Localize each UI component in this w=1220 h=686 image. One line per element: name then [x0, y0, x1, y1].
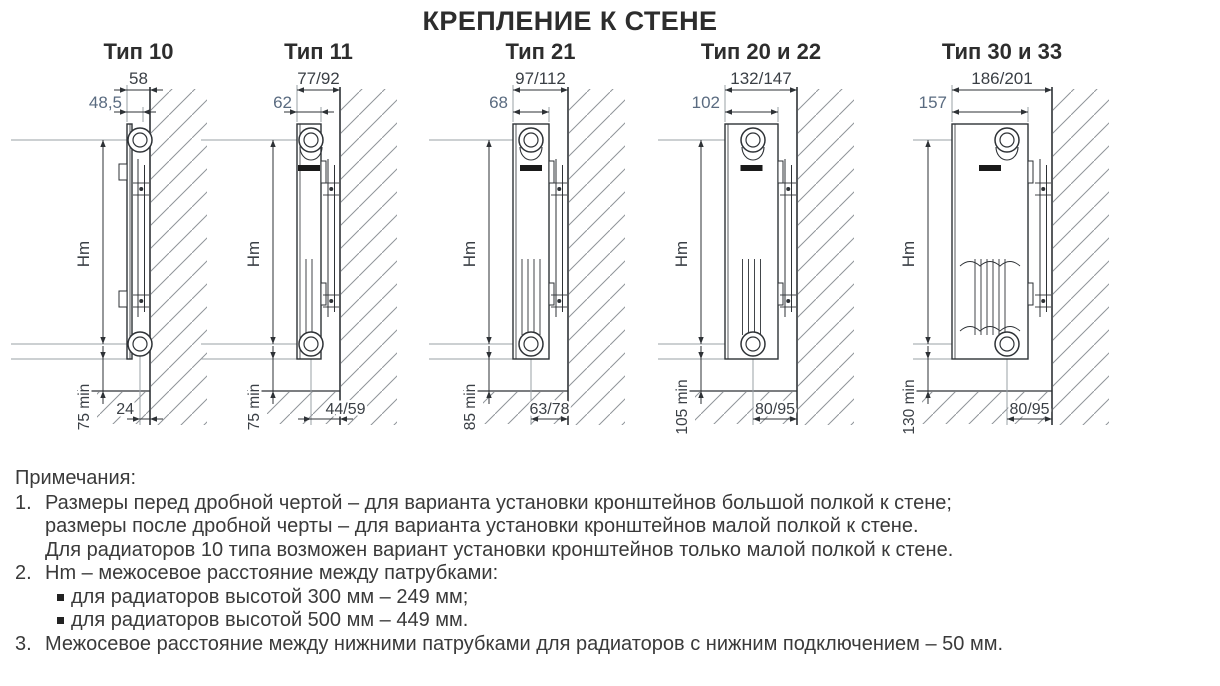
note-bullet-text: для радиаторов высотой 500 мм – 449 мм. — [71, 609, 469, 631]
dimension-arrow — [333, 87, 340, 92]
top-pipe-connection — [995, 128, 1019, 152]
dimension-arrow — [143, 109, 150, 114]
dimension-arrow — [1045, 87, 1052, 92]
diagram-title-tip-21: Тип 21 — [505, 39, 576, 64]
diagram-cell-tip-30-33 — [887, 39, 1117, 463]
dimension-arrow — [698, 337, 703, 344]
radiator-panel — [127, 124, 132, 359]
bracket-clip — [549, 283, 554, 305]
note-line: размеры после дробной черты – для варианта установки кронштейнов малой полкой к стене. — [45, 515, 919, 537]
note-line: Для радиаторов 10 типа возможен вариант установки кронштейнов только малой полкой к стене. — [45, 538, 954, 561]
dimension-arrow — [486, 337, 491, 344]
dimension-arrow — [486, 140, 491, 147]
diagram-cell-tip-20-22 — [632, 39, 862, 463]
offset-width-label: 102 — [691, 93, 720, 112]
bracket-screw-dot — [139, 299, 143, 303]
wall-hatching — [798, 89, 854, 425]
top-pipe-connection — [741, 128, 765, 152]
dimension-arrow — [925, 337, 930, 344]
hm-label: Hm — [899, 240, 918, 268]
dimension-arrow — [925, 140, 930, 147]
note-number: 1. — [15, 491, 32, 514]
floor-clearance-label: 130 min — [901, 379, 918, 435]
diagram-cell-tip-21 — [403, 39, 633, 463]
bracket-clip — [778, 283, 783, 305]
dimension-arrow — [725, 109, 732, 114]
brand-logo-mark — [298, 165, 320, 171]
dimension-arrow — [725, 87, 732, 92]
diagram-title-tip-30-33: Тип 30 и 33 — [941, 39, 1063, 64]
radiator-panel — [952, 124, 1028, 359]
radiator-panel — [513, 124, 549, 359]
note-item-1 — [15, 492, 1210, 563]
bottom-offset-label: 80/95 — [754, 401, 796, 418]
front-clip — [119, 164, 127, 180]
diagram-title-tip-11: Тип 11 — [284, 39, 353, 64]
floor-clearance-label: 85 min — [462, 383, 479, 431]
dimension-arrow — [561, 87, 568, 92]
note-bullet-text: для радиаторов высотой 300 мм – 249 мм; — [71, 585, 469, 608]
dimension-arrow — [952, 87, 959, 92]
bottom-offset-label: 44/59 — [325, 401, 366, 418]
notes-heading: Примечания: — [15, 467, 137, 489]
hm-label: Hm — [74, 240, 93, 268]
note-line: Размеры перед дробной чертой – для варианта установки кронштейнов большой полкой к стене; — [45, 491, 952, 514]
floor-clearance-label: 75 min — [246, 383, 263, 431]
note-sub-bullet — [45, 586, 1210, 610]
diagram-drawing-tip-30-33 — [887, 69, 1117, 459]
floor-clearance-label: 105 min — [674, 379, 691, 435]
diagrams-row — [0, 39, 1220, 463]
brand-logo-mark — [741, 165, 763, 171]
dimension-arrow — [542, 109, 549, 114]
note-number: 2. — [15, 562, 32, 584]
bottom-offset-label: 24 — [116, 401, 134, 418]
note-line: Межосевое расстояние между нижними патрубками для радиаторов с нижним подключением – 50 мм. — [45, 632, 1004, 655]
dimension-arrow — [925, 352, 930, 359]
diagram-drawing-tip-11 — [175, 69, 405, 459]
bullet-square-icon — [57, 617, 64, 624]
dimension-arrow — [952, 109, 959, 114]
bracket-screw-dot — [786, 299, 790, 303]
dimension-arrow — [100, 352, 105, 359]
dimension-arrow — [100, 140, 105, 147]
bottom-pipe-connection — [299, 332, 323, 356]
notes-section — [0, 463, 1220, 656]
dimension-arrow — [1021, 109, 1028, 114]
bottom-pipe-connection — [741, 332, 765, 356]
diagram-cell-tip-11 — [175, 39, 405, 463]
dimension-arrow — [486, 352, 491, 359]
bullet-square-icon — [57, 594, 64, 601]
hm-label: Hm — [672, 240, 691, 268]
bracket-screw-dot — [329, 187, 333, 191]
bottom-pipe-connection — [519, 332, 543, 356]
note-sub-bullet — [45, 609, 1210, 633]
brand-logo-mark — [979, 165, 1001, 171]
offset-width-label: 157 — [918, 93, 947, 112]
bracket-screw-dot — [557, 187, 561, 191]
note-text — [45, 562, 1210, 633]
offset-width-label: 48,5 — [88, 93, 122, 112]
dimension-arrow — [790, 87, 797, 92]
dimension-arrow — [321, 109, 328, 114]
top-pipe-connection — [299, 128, 323, 152]
dimension-arrow — [513, 109, 520, 114]
dimension-arrow — [100, 337, 105, 344]
diagram-drawing-tip-20-22 — [632, 69, 862, 459]
bracket-clip — [778, 161, 783, 183]
bracket-screw-dot — [1041, 187, 1045, 191]
note-text — [45, 633, 1210, 657]
bracket-clip — [1028, 161, 1033, 183]
dimension-arrow — [698, 140, 703, 147]
page-title: КРЕПЛЕНИЕ К СТЕНЕ — [422, 6, 718, 36]
dimension-arrow — [297, 87, 304, 92]
offset-width-label: 62 — [273, 93, 292, 112]
wall-hatching — [341, 89, 397, 425]
bracket-screw-dot — [786, 187, 790, 191]
diagram-title-tip-20-22: Тип 20 и 22 — [700, 39, 822, 64]
front-clip — [119, 291, 127, 307]
dimension-arrow — [270, 352, 275, 359]
diagram-title-tip-10: Тип 10 — [103, 39, 174, 64]
bottom-pipe-connection — [128, 332, 152, 356]
top-width-label: 186/201 — [971, 69, 1033, 88]
offset-width-label: 68 — [489, 93, 508, 112]
top-width-label: 58 — [129, 69, 148, 88]
diagram-drawing-tip-21 — [403, 69, 633, 459]
radiator-panel — [725, 124, 778, 359]
note-line: Hm – межосевое расстояние между патрубками: — [45, 562, 499, 584]
hm-label: Hm — [244, 240, 263, 268]
top-pipe-connection — [128, 128, 152, 152]
notes-list — [15, 492, 1210, 657]
hm-label: Hm — [460, 240, 479, 268]
dimension-arrow — [513, 87, 520, 92]
note-number: 3. — [15, 632, 32, 655]
top-width-label: 97/112 — [515, 69, 566, 88]
top-width-label: 132/147 — [730, 69, 792, 88]
bottom-offset-label: 80/95 — [1009, 401, 1050, 418]
bracket-screw-dot — [1041, 299, 1045, 303]
note-text — [45, 492, 1210, 563]
wall-hatching — [1053, 89, 1109, 425]
top-pipe-connection — [519, 128, 543, 152]
floor-clearance-label: 75 min — [76, 383, 93, 431]
bracket-screw-dot — [139, 187, 143, 191]
bottom-offset-label: 63/78 — [529, 401, 570, 418]
bracket-clip — [1028, 283, 1033, 305]
bracket-screw-dot — [329, 299, 333, 303]
note-item-2 — [15, 562, 1210, 633]
bottom-pipe-connection — [995, 332, 1019, 356]
bracket-screw-dot — [557, 299, 561, 303]
dimension-arrow — [771, 109, 778, 114]
bracket-clip — [549, 161, 554, 183]
bracket-clip — [321, 283, 326, 305]
top-width-label: 77/92 — [297, 69, 340, 88]
dimension-arrow — [698, 352, 703, 359]
radiator-wall-mounting-page — [0, 6, 1220, 686]
dimension-arrow — [270, 140, 275, 147]
bracket-clip — [321, 161, 326, 183]
note-item-3 — [15, 633, 1210, 657]
dimension-arrow — [270, 337, 275, 344]
brand-logo-mark — [520, 165, 542, 171]
wall-hatching — [569, 89, 625, 425]
dimension-arrow — [120, 87, 127, 92]
